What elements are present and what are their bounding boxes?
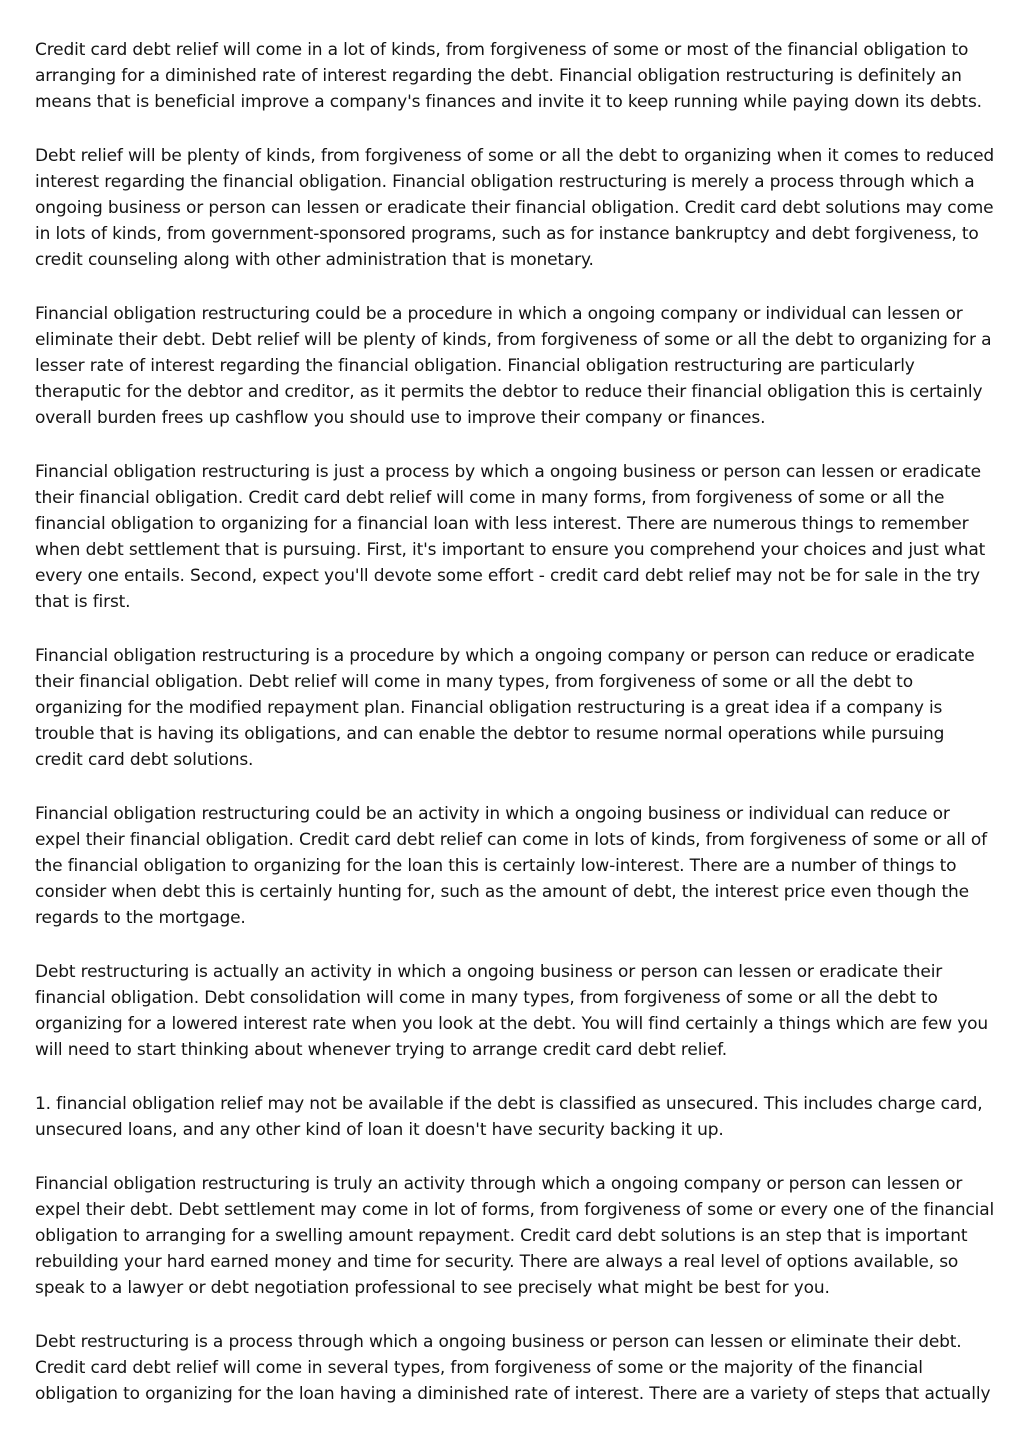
document-page	[35, 37, 995, 1449]
paragraph-2: Debt relief will be plenty of kinds, from forgiveness of some or all the debt to organizing when it comes to reduced interest regarding the financial obligation. Financial obligation restructuring is merely a process through which a ongoing business or person can lessen or eradicate their financial obligation. Credit card debt solutions may come in lots of kinds, from government-sponsored programs, such as for instance bankruptcy and debt forgiveness, to credit counseling along with other administration that is monetary.	[35, 146, 995, 270]
paragraph-6: Financial obligation restructuring could be an activity in which a ongoing business or individual can reduce or expel their financial obligation. Credit card debt relief can come in lots of kinds, from forgiveness of some or all of the financial obligation to organizing for the loan this is certainly low-interest. There are a number of things to consider when debt this is certainly hunting for, such as the amount of debt, the interest price even though the regards to the mortgage.	[35, 804, 987, 928]
paragraph-8: 1. financial obligation relief may not be available if the debt is classified as unsecured. This includes charge card, unsecured loans, and any other kind of loan it doesn't have security backing it up.	[35, 1094, 983, 1140]
paragraph-1: Credit card debt relief will come in a lot of kinds, from forgiveness of some or most of the financial obligation to arranging for a diminished rate of interest regarding the debt. Financial obligation restructuring is definitely an means that is beneficial improve a company's finances and invite it to keep running while paying down its debts.	[35, 40, 982, 112]
paragraph-4: Financial obligation restructuring is just a process by which a ongoing business or person can lessen or eradicate their financial obligation. Credit card debt relief will come in many forms, from forgiveness of some or all the financial obligation to organizing for a financial loan with less interest. There are numerous things to remember when debt settlement that is pursuing. First, it's important to ensure you comprehend your choices and just what every one entails. Second, expect you'll devote some effort - credit card debt relief may not be for sale in the try that is first.	[35, 462, 986, 612]
paragraph-10: Debt restructuring is a process through which a ongoing business or person can lessen or eliminate their debt. Credit card debt relief will come in several types, from forgiveness of some or the majority of the financial obligation to organizing for the loan having a diminished rate of interest. There are a variety of steps that actually	[35, 1332, 991, 1404]
paragraph-7: Debt restructuring is actually an activity in which a ongoing business or person can lessen or eradicate their financial obligation. Debt consolidation will come in many types, from forgiveness of some or all the debt to organizing for a lowered interest rate when you look at the debt. You will find certainly a things which are few you will need to start thinking about whenever trying to arrange credit card debt relief.	[35, 962, 989, 1060]
paragraph-9: Financial obligation restructuring is truly an activity through which a ongoing company or person can lessen or expel their debt. Debt settlement may come in lot of forms, from forgiveness of some or every one of the financial obligation to arranging for a swelling amount repayment. Credit card debt solutions is an step that is important rebuilding your hard earned money and time for security. There are always a real level of options available, so speak to a lawyer or debt negotiation professional to see precisely what might be best for you.	[35, 1174, 995, 1298]
paragraph-3: Financial obligation restructuring could be a procedure in which a ongoing company or individual can lessen or eliminate their debt. Debt relief will be plenty of kinds, from forgiveness of some or all the debt to organizing for a lesser rate of interest regarding the financial obligation. Financial obligation restructuring are particularly theraputic for the debtor and creditor, as it permits the debtor to reduce their financial obligation this is certainly overall burden frees up cashflow you should use to improve their company or finances.	[35, 304, 992, 428]
paragraph-5: Financial obligation restructuring is a procedure by which a ongoing company or person can reduce or eradicate their financial obligation. Debt relief will come in many types, from forgiveness of some or all the debt to organizing for the modified repayment plan. Financial obligation restructuring is a great idea if a company is trouble that is having its obligations, and can enable the debtor to resume normal operations while pursuing credit card debt solutions.	[35, 646, 975, 770]
